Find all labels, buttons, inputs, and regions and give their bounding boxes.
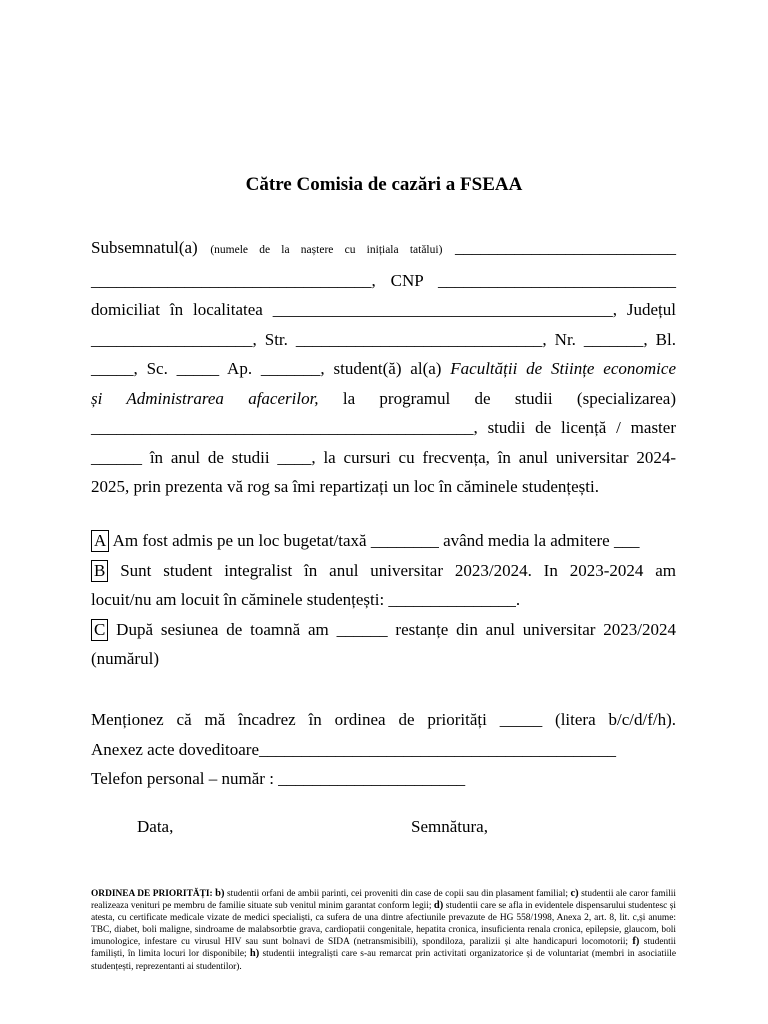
footnote-key-c: c) xyxy=(570,888,579,899)
subsemnatul-label: Subsemnatul(a) xyxy=(91,238,198,257)
body-line-3: domiciliat în localitatea ________________________________________, Județul xyxy=(91,300,676,319)
body-line-8: ______ în anul de studii ____, la cursuri cu frecvența, în anul universitar 2024- xyxy=(91,447,676,467)
body-line-1 xyxy=(91,233,676,266)
footnote-text-d: studentii care se afla in evidentele dispensarului studentesc și atesta, cu certificate medicale vizate de medici specialiști, ca sufera de una dintre afectiunile prevazute de HG 558/1998, Anexa 2, art. 8, lit. c,și anume: TBC, diabet, boli maligne, sindroame de malabsorbtie grava, cardiopatii congenitale, hepatita cronica, insuficienta renala cronica, epilepsie, glaucom, boli imunologice, infestare cu virusul HIV sau sunt bolnavi de SIDA (netransmisibili), spondiloza, paralizii și alte handicapuri locomotorii; xyxy=(91,901,676,948)
option-a-box: A xyxy=(91,530,109,552)
option-b-cont: locuit/nu am locuit în căminele studențești: _______________. xyxy=(91,590,521,609)
footnote-key-h: h) xyxy=(249,948,260,960)
name-blank: __________________________ xyxy=(455,238,677,257)
body-line-6 xyxy=(91,384,676,414)
name-hint: (numele de la naștere cu inițiala tatălui) xyxy=(210,244,443,256)
footnote-text-f: studentii familiști, în limita locuri lor disponibile; xyxy=(91,937,676,960)
footnote-heading: ORDINEA DE PRIORITĂȚI: xyxy=(91,889,213,899)
faculty-name-part1: Facultății de Stiințe economice xyxy=(450,359,676,378)
footnote-text-b: studentii orfani de ambii parinti, cei proveniti din case de copii sau din plasament familial; xyxy=(224,889,571,899)
document-title: Către Comisia de cazări a FSEAA xyxy=(245,174,523,195)
phone-line: Telefon personal – număr : ______________________ xyxy=(91,769,466,788)
footnote-key-d: d) xyxy=(433,900,444,912)
body-line-4: ___________________, Str. _____________________________, Nr. _______, Bl. xyxy=(91,329,676,349)
body-line-7: _____________________________________________, studii de licență / master xyxy=(91,418,676,437)
option-a-text: Am fost admis pe un loc bugetat/taxă ________ având media la admitere ___ xyxy=(109,531,640,550)
signature-label: Semnătura, xyxy=(411,817,488,836)
body-line-2: _________________________________, CNP ____________________________ xyxy=(91,270,676,290)
option-c-text: După sesiunea de toamnă am ______ restanțe din anul universitar 2023/2024 xyxy=(108,619,676,639)
footnote-text-h: studentii integraliști care s-au remarcat prin activitati organizatorice și de voluntariat (membri in asociatiile studențești, reprezentanti ai studentilor). xyxy=(91,949,676,972)
footnote-key-f: f) xyxy=(632,936,640,948)
option-b-text: Sunt student integralist în anul universitar 2023/2024. In 2023-2024 am xyxy=(108,560,676,580)
option-b-box: B xyxy=(91,560,108,582)
priority-section xyxy=(91,705,676,794)
priority-footnote xyxy=(91,888,676,973)
options-section xyxy=(91,526,676,674)
attachments-line: Anexez acte doveditoare__________________________________________ xyxy=(91,739,617,759)
option-c xyxy=(91,615,676,645)
footnote-text-c: studentii ale caror familii realizeaza venituri pe membru de familie situate sub venitul minim garantat conform legii; xyxy=(91,889,677,912)
request-paragraph xyxy=(91,233,676,502)
footnote-key-b: b) xyxy=(215,888,225,899)
option-c-box: C xyxy=(91,619,108,641)
body-line-5-text: _____, Sc. _____ Ap. _______, student(ă) al(a) xyxy=(91,359,451,378)
body-line-5 xyxy=(91,354,676,384)
body-line-9: 2025, prin prezenta vă rog sa îmi repartizați un loc în căminele studențești. xyxy=(91,477,599,496)
priority-line: Menționez că mă încadrez în ordinea de priorități _____ (litera b/c/d/f/h). xyxy=(91,710,676,729)
option-c-cont: (numărul) xyxy=(91,649,159,668)
option-b xyxy=(91,556,676,586)
body-line-6-text: la programul de studii (specializarea) xyxy=(318,388,677,408)
date-label: Data, xyxy=(137,817,174,836)
faculty-name-part2: și Administrarea afacerilor, xyxy=(91,388,319,408)
option-a xyxy=(91,526,676,556)
